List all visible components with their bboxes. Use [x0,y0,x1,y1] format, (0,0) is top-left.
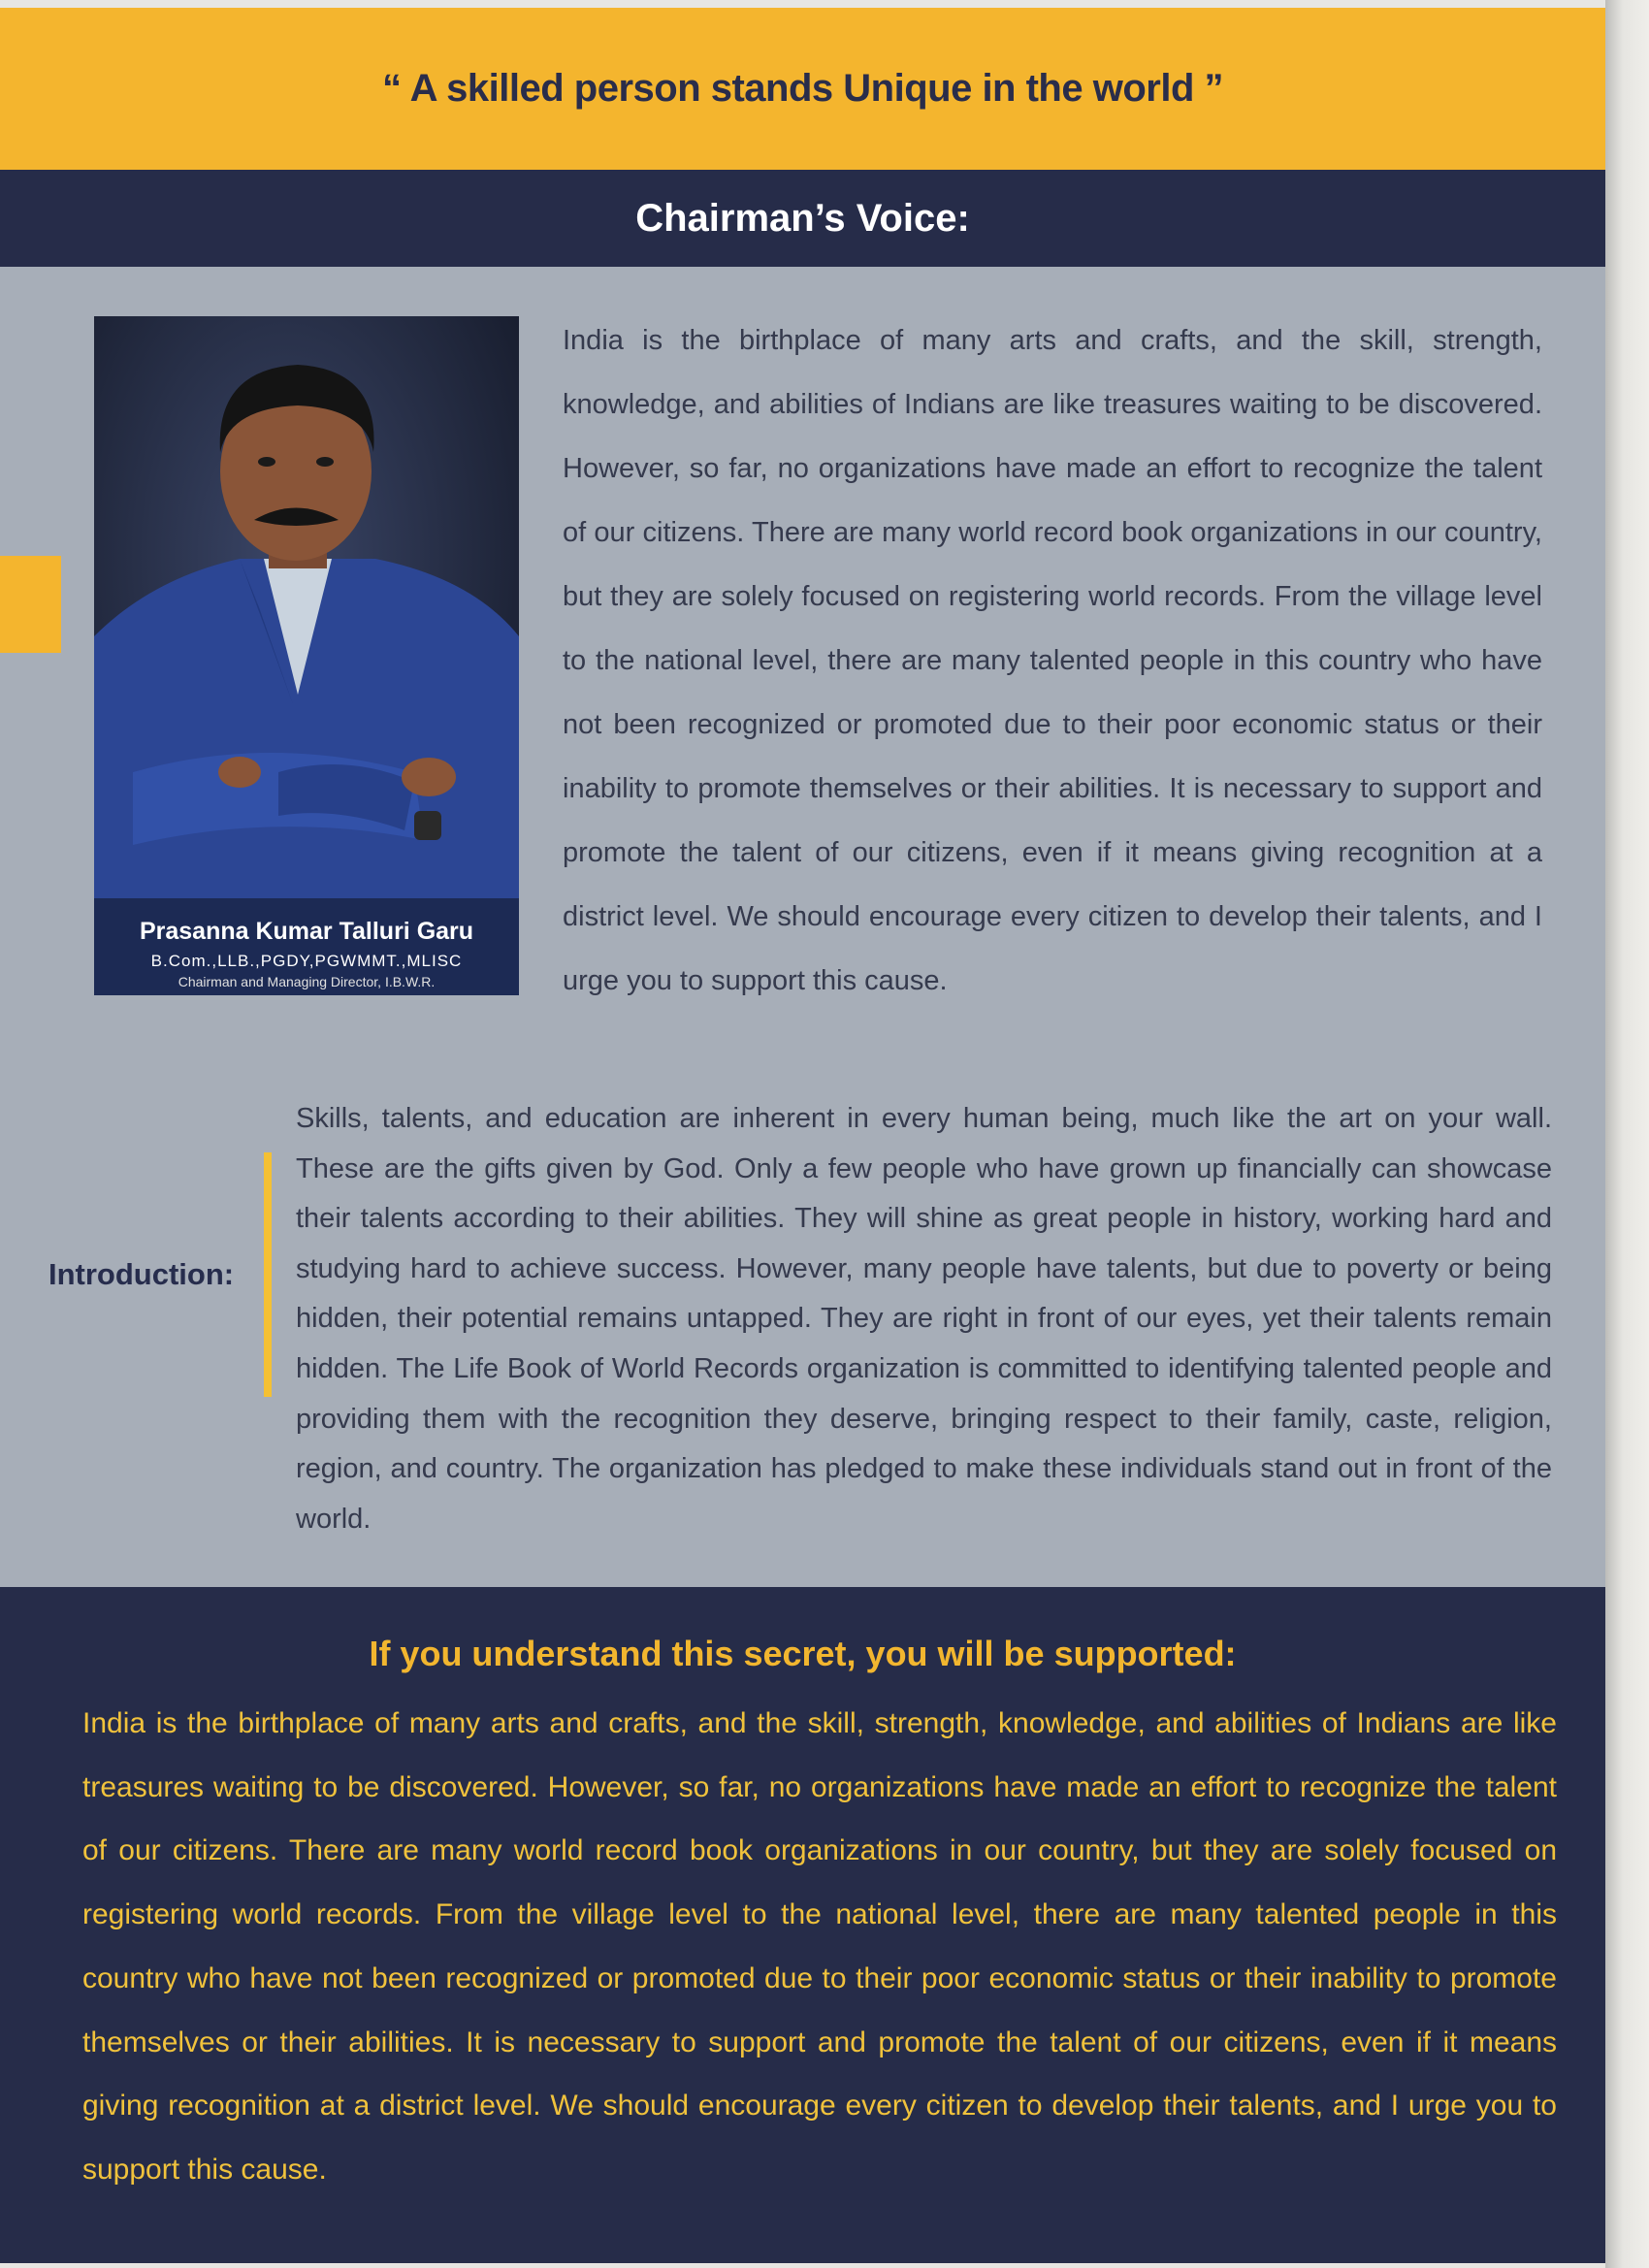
quote-banner [0,8,1605,170]
support-title: If you understand this secret, you will be supported: [369,1634,1237,1673]
introduction-label: Introduction: [48,1257,235,1291]
brochure-page [0,8,1605,2263]
chairman-message: India is the birthplace of many arts and crafts, and the skill, strength, knowledge, and abilities of Indians are like treasures waiting to be discovered. However, so far, no organizations have made an effort to recognize the talent of our citizens. There are many world record book organizations in our country, but they are solely focused on registering world records. From the village level to the national level, there are many talented people in this country who have not been recognized or promoted due to their poor economic status or their inability to promote themselves or their abilities. It is necessary to support and promote the talent of our citizens, even if it means giving recognition at a district level. We should encourage every citizen to develop their talents, and I urge you to support this cause. [563,325,1542,996]
chairman-degrees: B.Com.,LLB.,PGDY,PGWMMT.,MLISC [150,952,463,970]
section-title-bar [0,170,1605,267]
chairman-portrait-illustration [94,316,519,995]
side-accent-tab [0,556,61,653]
headline-quote: “ A skilled person stands Unique in the world ” [382,67,1223,110]
support-text: India is the birthplace of many arts and crafts, and the skill, strength, knowledge, and abilities of Indians are like treasures waiting to be discovered. However, so far, no organizations have made an effort to recognize the talent of our citizens. There are many world record book organizations in our country, but they are solely focused on registering world records. From the village level to the national level, there are many talented people in this country who have not been recognized or promoted due to their poor economic status or their inability to promote themselves or their abilities. It is necessary to support and promote the talent of our citizens, even if it means giving recognition at a district level. We should encourage every citizen to develop their talents, and I urge you to support this cause. [82,1707,1557,2186]
scan-edge [1605,0,1649,2268]
chairman-name: Prasanna Kumar Talluri Garu [139,918,474,945]
chairman-role: Chairman and Managing Director, I.B.W.R. [178,974,436,989]
introduction-divider [264,1152,272,1397]
chairman-photo [94,316,519,995]
introduction-text: Skills, talents, and education are inherent in every human being, much like the art on your wall. These are the gifts given by God. Only a few people who have grown up financially can showcase their talents according to their abilities. They will shine as great people in history, working hard and studying hard to achieve success. However, many people have talents, but due to poverty or being hidden, their potential remains untapped. They are right in front of our eyes, yet their talents remain hidden. The Life Book of World Records organization is committed to identifying talented people and providing them with the recognition they deserve, bringing respect to their family, caste, religion, region, and country. The organization has pledged to make these individuals stand out in front of the world. [296,1103,1552,1535]
section-title: Chairman’s Voice: [635,196,970,240]
support-section [0,1587,1605,2263]
